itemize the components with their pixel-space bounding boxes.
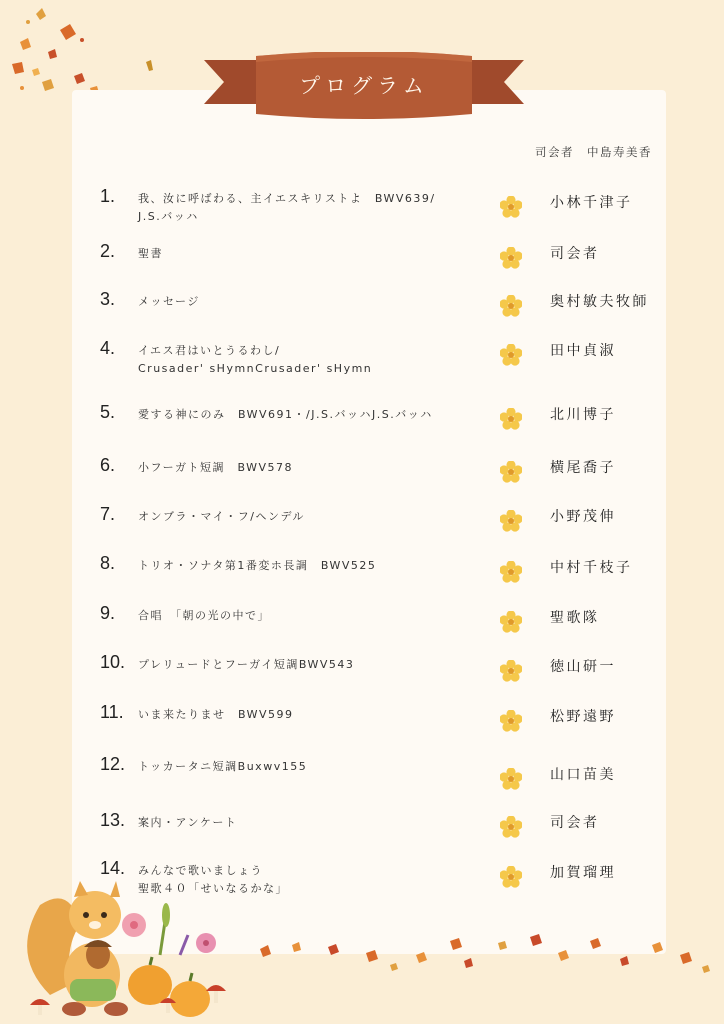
flower-icon bbox=[500, 660, 522, 682]
program-number: 10. bbox=[100, 652, 126, 672]
performer-name: 徳山研一 bbox=[550, 659, 616, 675]
program-row bbox=[0, 455, 724, 495]
program-number: 9. bbox=[100, 603, 116, 623]
performer-name: 北川博子 bbox=[550, 407, 616, 423]
program-title bbox=[138, 607, 488, 625]
program-title-line1: トッカータニ短調Buxwv155 bbox=[138, 760, 308, 773]
program-number: 5. bbox=[100, 402, 116, 422]
program-title-line1: 案内・アンケート bbox=[138, 816, 238, 829]
performer-name: 山口苗美 bbox=[550, 767, 616, 783]
program-row bbox=[0, 402, 724, 442]
page-title: プログラム bbox=[299, 74, 429, 98]
flower-icon bbox=[500, 611, 522, 633]
flower-icon bbox=[500, 196, 522, 218]
program-title-line1: 我、汝に呼ばわる、主イエスキリストよ BWV639/ bbox=[138, 192, 436, 205]
performer-name: 司会者 bbox=[550, 815, 600, 831]
program-title-line2: 聖歌４０「せいなるかな」 bbox=[138, 882, 288, 895]
flower-icon bbox=[500, 295, 522, 317]
program-row bbox=[0, 553, 724, 593]
program-number: 8. bbox=[100, 553, 116, 573]
performer-name: 松野遠野 bbox=[550, 709, 616, 725]
flower-icon bbox=[500, 816, 522, 838]
program-title-line1: 小フーガト短調 BWV578 bbox=[138, 461, 294, 474]
program-row bbox=[0, 603, 724, 643]
flower-icon bbox=[500, 710, 522, 732]
program-row bbox=[0, 810, 724, 850]
program-title bbox=[138, 656, 488, 674]
program-title bbox=[138, 706, 488, 724]
emcee-name: 司会者 中島寿美香 bbox=[535, 145, 652, 159]
flower-icon bbox=[500, 866, 522, 888]
program-number: 1. bbox=[100, 186, 116, 206]
performer-name: 加賀瑠理 bbox=[550, 865, 616, 881]
performer-name: 聖歌隊 bbox=[550, 610, 600, 626]
program-title bbox=[138, 758, 488, 776]
performer-name: 司会者 bbox=[550, 246, 600, 262]
program-row bbox=[0, 289, 724, 329]
program-title-line2: J.S.バッハ bbox=[138, 210, 199, 223]
program-title-line1: 合唱 「朝の光の中で」 bbox=[138, 609, 270, 622]
program-title bbox=[138, 342, 488, 378]
program-number: 2. bbox=[100, 241, 116, 261]
program-row bbox=[0, 754, 724, 794]
program-title bbox=[138, 814, 488, 832]
program-title-line1: いま来たりませ BWV599 bbox=[138, 708, 294, 721]
flower-icon bbox=[500, 247, 522, 269]
program-title-line1: トリオ・ソナタ第1番変ホ長調 BWV525 bbox=[138, 559, 377, 572]
program-title bbox=[138, 245, 488, 263]
program-title bbox=[138, 557, 488, 575]
squirrel-pumpkin-illustration bbox=[10, 875, 240, 1024]
program-title bbox=[138, 406, 488, 424]
performer-name: 中村千枝子 bbox=[550, 560, 633, 576]
program-title-line2: Crusader' sHymnCrusader' sHymn bbox=[138, 362, 373, 375]
program-number: 6. bbox=[100, 455, 116, 475]
program-title bbox=[138, 508, 488, 526]
program-row bbox=[0, 338, 724, 378]
performer-name: 田中貞淑 bbox=[550, 343, 616, 359]
flower-icon bbox=[500, 408, 522, 430]
program-title-line1: みんなで歌いましょう bbox=[138, 864, 263, 877]
program-number: 4. bbox=[100, 338, 116, 358]
performer-name: 小野茂伸 bbox=[550, 509, 616, 525]
program-title-line1: イエス君はいとうるわし/ bbox=[138, 344, 281, 357]
program-row bbox=[0, 186, 724, 226]
program-number: 11. bbox=[100, 702, 124, 722]
program-title-line1: 愛する神にのみ BWV691・/J.S.バッハJ.S.バッハ bbox=[138, 408, 433, 421]
program-number: 3. bbox=[100, 289, 116, 309]
program-title bbox=[138, 293, 488, 311]
program-title bbox=[138, 459, 488, 477]
flower-icon bbox=[500, 344, 522, 366]
program-number: 13. bbox=[100, 810, 126, 830]
program-title bbox=[138, 190, 488, 226]
flower-icon bbox=[500, 461, 522, 483]
program-number: 7. bbox=[100, 504, 116, 524]
program-title-line1: 聖書 bbox=[138, 247, 163, 260]
flower-icon bbox=[500, 510, 522, 532]
program-title-line1: オンブラ・マイ・フ/ヘンデル bbox=[138, 510, 305, 523]
flower-icon bbox=[500, 768, 522, 790]
program-row bbox=[0, 702, 724, 742]
program-number: 14. bbox=[100, 858, 126, 878]
program-title-line1: メッセージ bbox=[138, 295, 200, 308]
program-row bbox=[0, 652, 724, 692]
performer-name: 横尾喬子 bbox=[550, 460, 616, 476]
program-row bbox=[0, 504, 724, 544]
performer-name: 奥村敏夫牧師 bbox=[550, 294, 649, 310]
autumn-leaves-bottom-decoration bbox=[240, 925, 724, 985]
program-number: 12. bbox=[100, 754, 126, 774]
performer-name: 小林千津子 bbox=[550, 195, 633, 211]
program-row bbox=[0, 241, 724, 281]
program-title-line1: プレリュードとフーガイ短調BWV543 bbox=[138, 658, 355, 671]
flower-icon bbox=[500, 561, 522, 583]
